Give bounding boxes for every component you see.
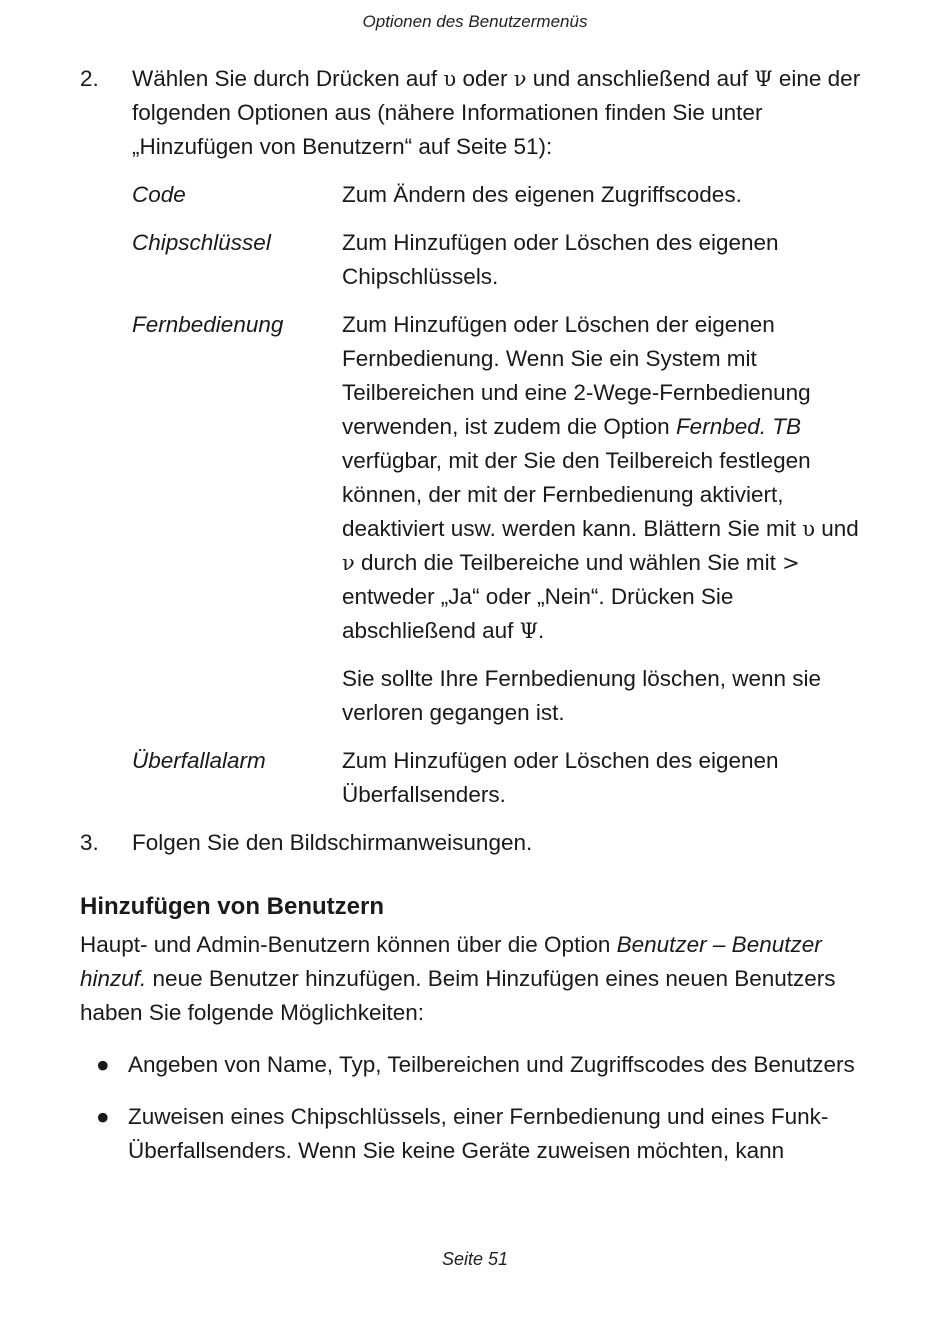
text-part: . <box>538 618 545 643</box>
option-name: Benutzer – Benutzer hinzuf. <box>80 932 822 991</box>
up-arrow-symbol: υ <box>443 67 457 91</box>
option-row-chip <box>132 226 870 294</box>
option-description <box>342 178 870 212</box>
bullet-icon: ● <box>96 1052 110 1077</box>
text-part: neue Benutzer hinzufügen. Beim Hinzufügen eines neuen Benutzers haben Sie folgende Möglichkeiten: <box>80 966 836 1025</box>
option-note: Sie sollte Ihre Fernbedienung löschen, wenn sie verloren gegangen ist. <box>342 666 822 725</box>
option-description-text: Zum Ändern des eigenen Zugriffscodes. <box>342 182 742 207</box>
step-3 <box>80 826 870 860</box>
option-row-remote <box>132 308 870 730</box>
step-text: Folgen Sie den Bildschirmanweisungen. <box>132 830 533 855</box>
step-number: 2. <box>80 66 99 91</box>
up-arrow-symbol: υ <box>802 517 815 541</box>
step-2 <box>80 62 870 164</box>
option-description <box>342 308 870 730</box>
running-header: Optionen des Benutzermenüs <box>362 12 588 31</box>
option-term: Fernbedienung <box>132 312 284 337</box>
text-part: Haupt- und Admin-Benutzern können über die Option <box>80 932 617 957</box>
option-description <box>342 744 870 812</box>
bullet-list <box>80 1048 870 1168</box>
option-description-text: Zum Hinzufügen oder Löschen des eigenen Chipschlüssels. <box>342 230 779 289</box>
step-text <box>132 62 870 164</box>
option-description-text: Zum Hinzufügen oder Löschen des eigenen Überfallsenders. <box>342 748 779 807</box>
select-key-symbol: > <box>782 551 800 575</box>
enter-key-symbol: Ψ <box>754 67 773 91</box>
enter-key-symbol: Ψ <box>519 619 539 643</box>
text-part: entweder „Ja“ oder „Nein“. Drücken Sie abschließend auf <box>342 584 734 643</box>
bullet-icon: ● <box>96 1104 110 1129</box>
options-table <box>132 178 870 812</box>
step-text-part: oder <box>456 66 514 91</box>
text-part: Zum Hinzufügen oder Löschen der eigenen Fernbedienung. Wenn Sie ein System mit Teilbereichen und eine 2-Wege-Fernbedienung verwenden, ist zudem die Option <box>342 312 811 439</box>
text-part: und <box>815 516 859 541</box>
option-row-panic <box>132 744 870 812</box>
section-heading: Hinzufügen von Benutzern <box>80 893 384 920</box>
option-description <box>342 226 870 294</box>
page-number: Seite 51 <box>441 1249 509 1269</box>
text-part: durch die Teilbereiche und wählen Sie mit <box>354 550 783 575</box>
list-item-text: Zuweisen eines Chipschlüssels, einer Fernbedienung und eines Funk-Überfallsenders. Wenn Sie keine Geräte zuweisen möchten, kann <box>128 1104 829 1163</box>
option-row-code <box>132 178 870 212</box>
option-term: Chipschlüssel <box>132 230 271 255</box>
option-term: Überfallalarm <box>132 748 266 773</box>
section-intro <box>80 928 870 1030</box>
option-term: Code <box>132 182 186 207</box>
step-text-part: und anschließend auf <box>526 66 755 91</box>
page-content <box>80 62 870 1186</box>
step-text-part: Wählen Sie durch Drücken auf <box>132 66 444 91</box>
list-item-text: Angeben von Name, Typ, Teilbereichen und Zugriffscodes des Benutzers <box>128 1052 855 1077</box>
down-arrow-symbol: ν <box>513 67 527 91</box>
option-description-text <box>342 308 870 648</box>
step-number: 3. <box>80 830 99 855</box>
down-arrow-symbol: ν <box>342 551 355 575</box>
option-name: Fernbed. TB <box>675 414 801 439</box>
list-item <box>80 1048 870 1082</box>
text-part: verfügbar, mit der Sie den Teilbereich festlegen können, der mit der Fernbedienung aktiviert, deaktiviert usw. werden kann. Blättern Sie mit <box>342 448 811 541</box>
step-text-part: eine der folgenden Optionen aus (nähere Informationen finden Sie unter „Hinzufügen von Benutzern“ auf Seite 51): <box>132 66 861 159</box>
list-item <box>80 1100 870 1168</box>
